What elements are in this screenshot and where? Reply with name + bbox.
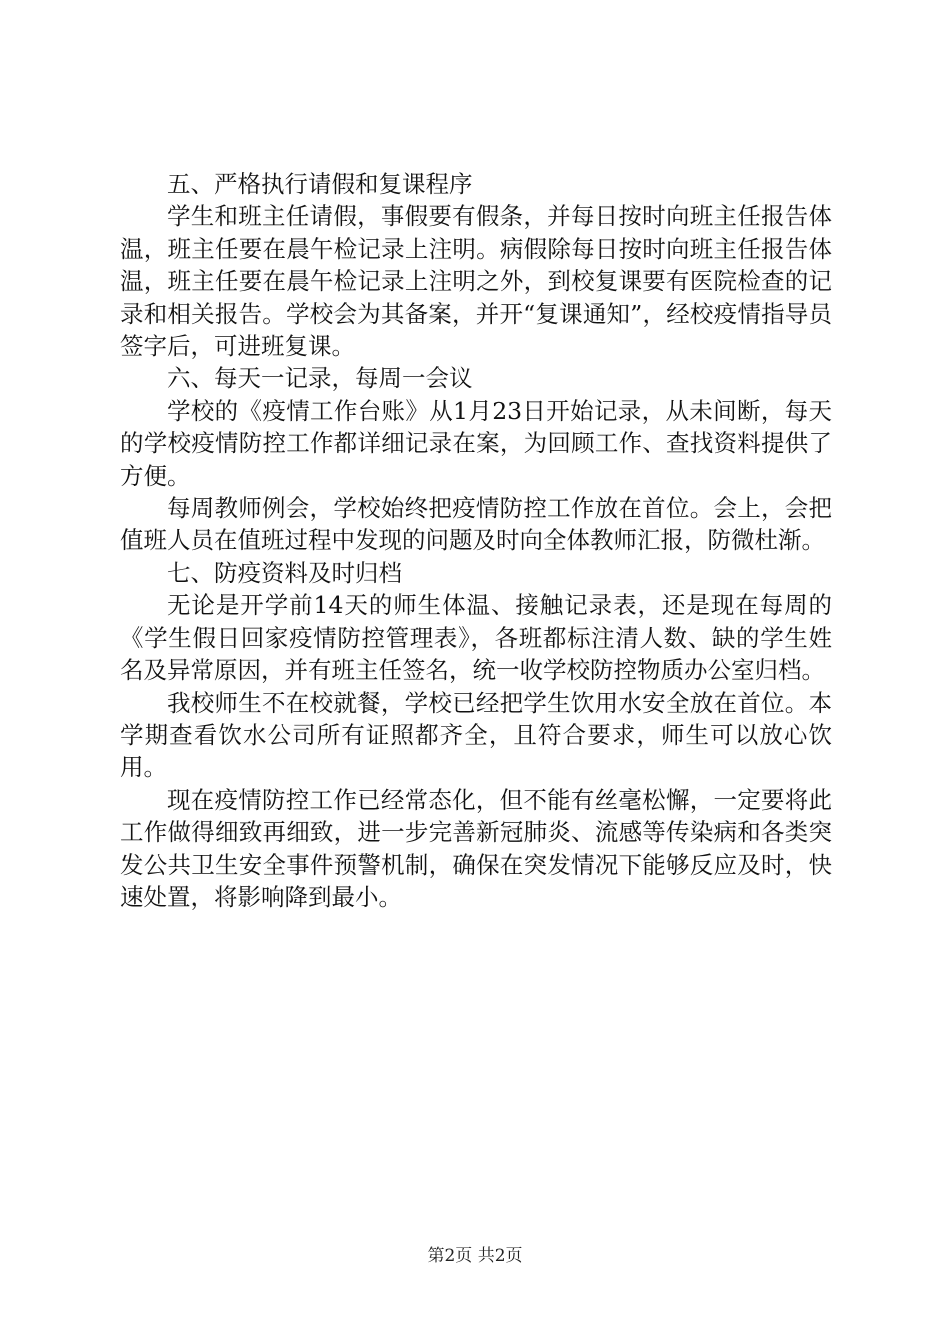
section-heading-daily-record: 六、每天一记录，每周一会议: [167, 364, 473, 393]
paragraph-work-ledger: 学校的《疫情工作台账》从1月23日开始记录，从未间断，每天的学校疫情防控工作都详细记录在案，为回顾工作、查找资料提供了方便。: [120, 396, 832, 490]
paragraph-conclusion: 现在疫情防控工作已经常态化，但不能有丝毫松懈，一定要将此工作做得细致再细致，进一步完善新冠肺炎、流感等传染病和各类突发公共卫生安全事件预警机制，确保在突发情况下能够反应及时，快速处置，将影响降到最小。: [120, 785, 832, 911]
section-heading-leave-procedure: 五、严格执行请假和复课程序: [167, 170, 473, 198]
document-body: [120, 168, 832, 913]
paragraph-archive-records: 无论是开学前14天的师生体温、接触记录表，还是现在每周的《学生假日回家疫情防控管理表》，各班都标注清人数、缺的学生姓名及异常原因，并有班主任签名，统一收学校防控物质办公室归档。: [120, 591, 832, 685]
page-footer: 第2页 共2页: [427, 1246, 523, 1266]
paragraph-leave-procedure: 学生和班主任请假，事假要有假条，并每日按时向班主任报告体温，班主任要在晨午检记录上注明。病假除每日按时向班主任报告体温，班主任要在晨午检记录上注明之外，到校复课要有医院检查的记录和相关报告。学校会为其备案，并开“复课通知”，经校疫情指导员签字后，可进班复课。: [120, 202, 832, 361]
section-heading-archiving: 七、防疫资料及时归档: [167, 558, 402, 587]
paragraph-drinking-water: 我校师生不在校就餐，学校已经把学生饮用水安全放在首位。本学期查看饮水公司所有证照都齐全，且符合要求，师生可以放心饮用。: [120, 688, 832, 782]
paragraph-weekly-meeting: 每周教师例会，学校始终把疫情防控工作放在首位。会上，会把值班人员在值班过程中发现的问题及时向全体教师汇报，防微杜渐。: [120, 494, 832, 555]
